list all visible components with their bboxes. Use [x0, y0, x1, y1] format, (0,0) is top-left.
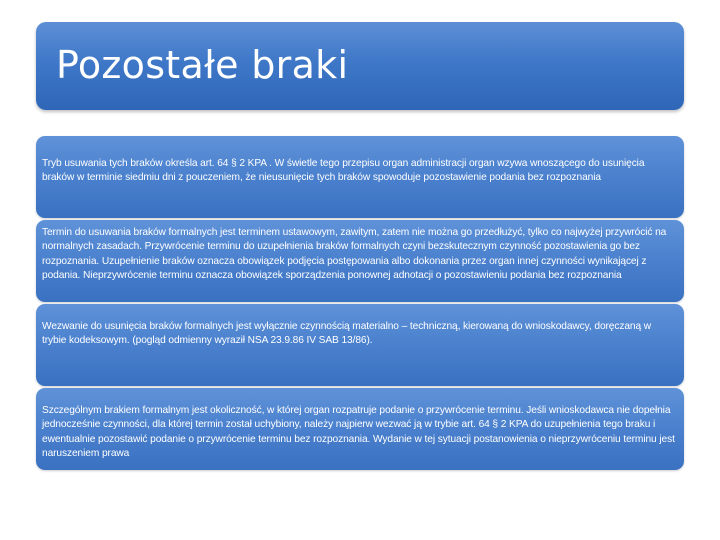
content-block-4 [36, 388, 684, 470]
title-box [36, 22, 684, 110]
content-block-1 [36, 136, 684, 218]
content-block-2 [36, 220, 684, 302]
content-block-text: Szczególnym brakiem formalnym jest okoliczność, w której organ rozpatruje podanie o przywrócenie terminu. Jeśli wnioskodawca nie dopełnia jednocześnie czynności, dla której termin został uchybiony, należy najpierw wezwać ją w trybie art. 64 § 2 KPA do uzupełnienia tego braku i ewentualnie pozostawić podanie o przywrócenie terminu bez rozpoznania. Wydanie w tej sytuacji postanowienia o nieprzywróceniu terminu jest naruszeniem prawa [42, 405, 675, 460]
content-block-3 [36, 304, 684, 386]
content-block-text: Wezwanie do usunięcia braków formalnych jest wyłącznie czynnością materialno – techniczną, kierowaną do wnioskodawcy, doręczaną w trybie kodeksowym. (pogląd odmienny wyraził NSA 23.9.86 IV SAB 13/86). [42, 321, 652, 347]
content-block-text: Tryb usuwania tych braków określa art. 64 § 2 KPA . W świetle tego przepisu organ administracji organ wzywa wnoszącego do usunięcia braków w terminie siedmiu dni z pouczeniem, że nieusunięcie tych braków spowoduje pozostawienie podania bez rozpoznania [42, 158, 645, 184]
content-block-text: Termin do usuwania braków formalnych jest terminem ustawowym, zawitym, zatem nie można go przedłużyć, tylko co najwyżej przywrócić na normalnych zasadach. Przywrócenie terminu do uzupełnienia braków formalnych czyni bezskutecznym czynność pozostawienia go bez rozpoznania. Uzupełnienie braków oznacza obowiązek podjęcia postępowania albo dokonania przez organ innej czynności wynikającej z podania. Nieprzywrócenie terminu oznacza obowiązek sporządzenia ponownej adnotacji o pozostawieniu podania bez rozpoznania [42, 227, 667, 282]
slide-title: Pozostałe braki [56, 43, 349, 87]
